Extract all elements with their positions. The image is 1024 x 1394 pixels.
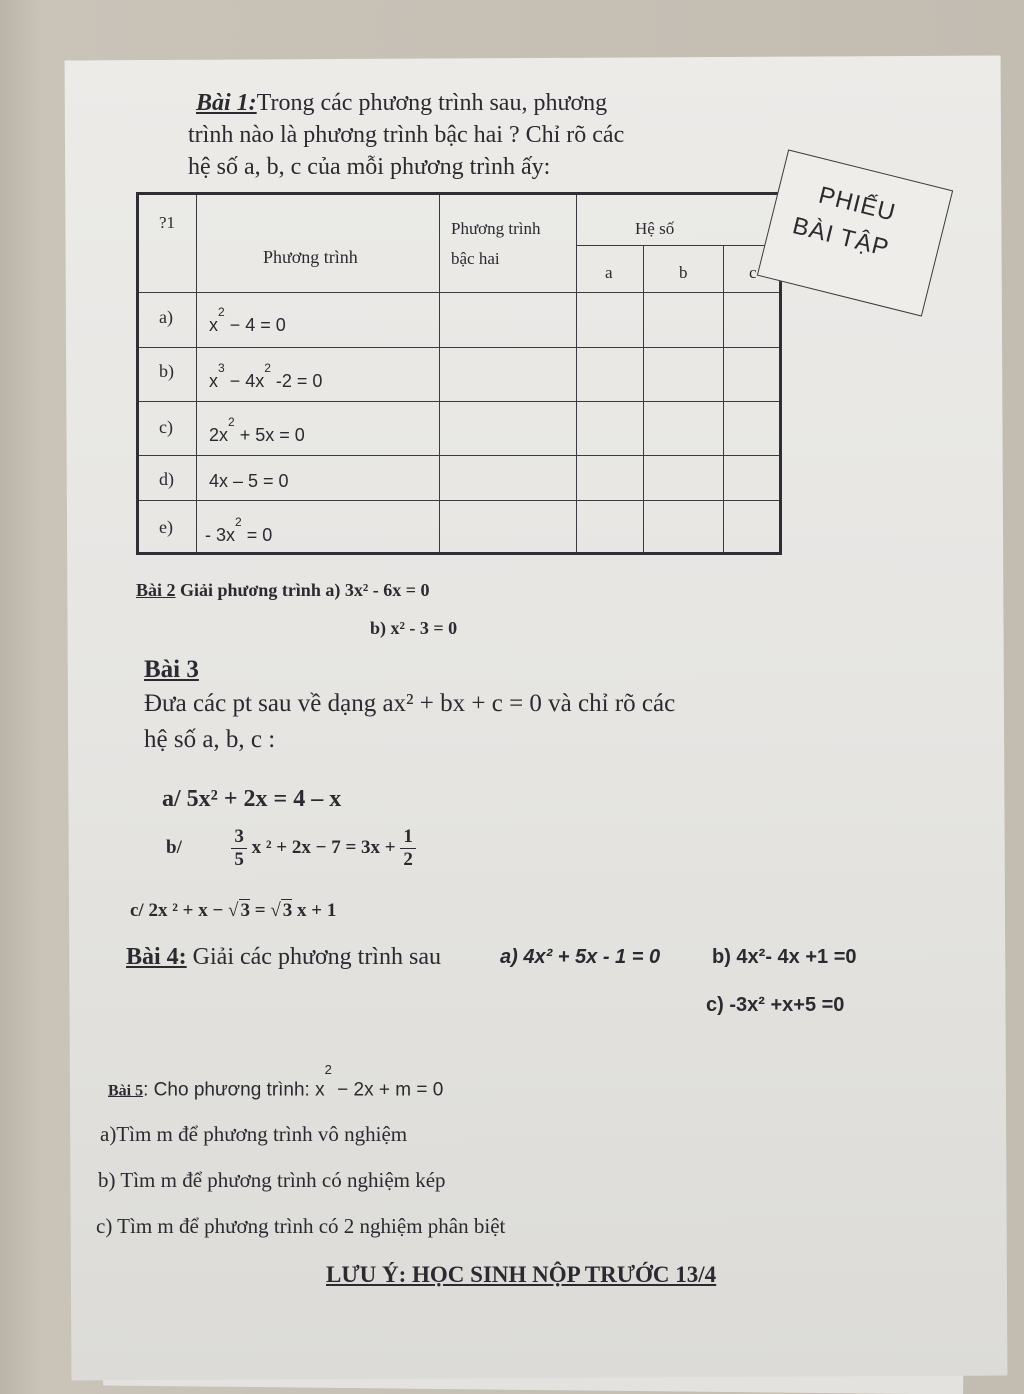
row-b-equation: $x^3 - 4x^2$ -2 = 0 bbox=[209, 361, 323, 391]
bai3-b: b/ $\frac{3}{5}$ x ² + 2x − 7 = 3x + $\frac{1}{2}$ bbox=[166, 826, 416, 871]
bai5-label: Bài 5 bbox=[108, 1082, 144, 1100]
row-e-equation: - $3x^2 = 0$ bbox=[205, 515, 273, 545]
header-equation: Phương trình bbox=[263, 247, 358, 267]
bai1-line1 bbox=[196, 88, 607, 118]
row-a-label: a) bbox=[159, 307, 173, 327]
header-a: a bbox=[605, 263, 613, 282]
stamp-line1: PHIẾU bbox=[815, 181, 899, 227]
header-quadratic-1: Phương trình bbox=[451, 219, 541, 238]
bai1-label: Bài 1: bbox=[196, 90, 257, 116]
bai2-line bbox=[136, 580, 429, 601]
row-d-label: d) bbox=[159, 469, 174, 489]
row-a-equation: $x^2 - 4 = 0$ bbox=[209, 305, 286, 335]
bai2-b: b) x² - 3 = 0 bbox=[370, 618, 458, 638]
row-c-equation: $2x^2 + 5x = 0$ bbox=[209, 415, 305, 445]
bai3-line2: hệ số a, b, c : bbox=[144, 726, 276, 753]
bai4-c: c) -3x² +x+5 =0 bbox=[706, 994, 845, 1016]
bai2-text: Giải phương trình a) 3x² - 6x = 0 bbox=[175, 580, 430, 600]
bai4-a: a) 4x² + 5x - 1 = 0 bbox=[500, 946, 661, 968]
bai1-line3: hệ số a, b, c của mỗi phương trình ấy: bbox=[188, 154, 551, 180]
header-c: c bbox=[749, 263, 757, 282]
submission-note: LƯU Ý: HỌC SINH NỘP TRƯỚC 13/4 bbox=[326, 1262, 717, 1287]
row-c-label: c) bbox=[159, 417, 173, 437]
bai4-label: Bài 4: bbox=[126, 944, 187, 970]
bai4-line bbox=[126, 944, 441, 971]
bai4-b: b) 4x²- 4x +1 =0 bbox=[712, 946, 857, 968]
bai5-c: c) Tìm m để phương trình có 2 nghiệm phân biệt bbox=[96, 1214, 506, 1238]
bai1-line1-text: Trong các phương trình sau, phương bbox=[256, 90, 608, 116]
bai5-a: a)Tìm m để phương trình vô nghiệm bbox=[100, 1122, 408, 1146]
bai5-line: Bài 5: Cho phương trình: $x^2 - 2x + m = 0$ bbox=[108, 1062, 444, 1101]
bai3-a: a/ 5x² + 2x = 4 – x bbox=[162, 786, 342, 812]
header-quadratic-2: bậc hai bbox=[451, 249, 500, 268]
bai2-label: Bài 2 bbox=[136, 580, 176, 600]
bai3-b-frac2: $\frac{1}{2}$ bbox=[400, 826, 416, 871]
row-d-equation: 4x – 5 = 0 bbox=[209, 471, 289, 491]
bai3-label: Bài 3 bbox=[144, 656, 199, 683]
row-e-label: e) bbox=[159, 517, 173, 537]
bai5-b: b) Tìm m để phương trình có nghiệm kép bbox=[98, 1168, 446, 1192]
bai3-b-frac1: $\frac{3}{5}$ bbox=[231, 826, 247, 871]
bai3-c: c/ 2x ² + x − √ 3 = √ 3 x + 1 bbox=[130, 900, 337, 921]
header-coeff: Hệ số bbox=[635, 219, 675, 238]
header-b: b bbox=[679, 263, 688, 282]
bai1-line2: trình nào là phương trình bậc hai ? Chỉ rõ các bbox=[188, 122, 625, 148]
table-corner: ?1 bbox=[159, 213, 176, 232]
bai1-table bbox=[136, 192, 782, 555]
bai3-line1: Đưa các pt sau về dạng ax² + bx + c = 0 và chỉ rõ các bbox=[144, 690, 676, 717]
row-b-label: b) bbox=[159, 361, 174, 381]
stamp-line2: BÀI TẬP bbox=[789, 212, 892, 263]
bai4-text: Giải các phương trình sau bbox=[186, 944, 441, 970]
